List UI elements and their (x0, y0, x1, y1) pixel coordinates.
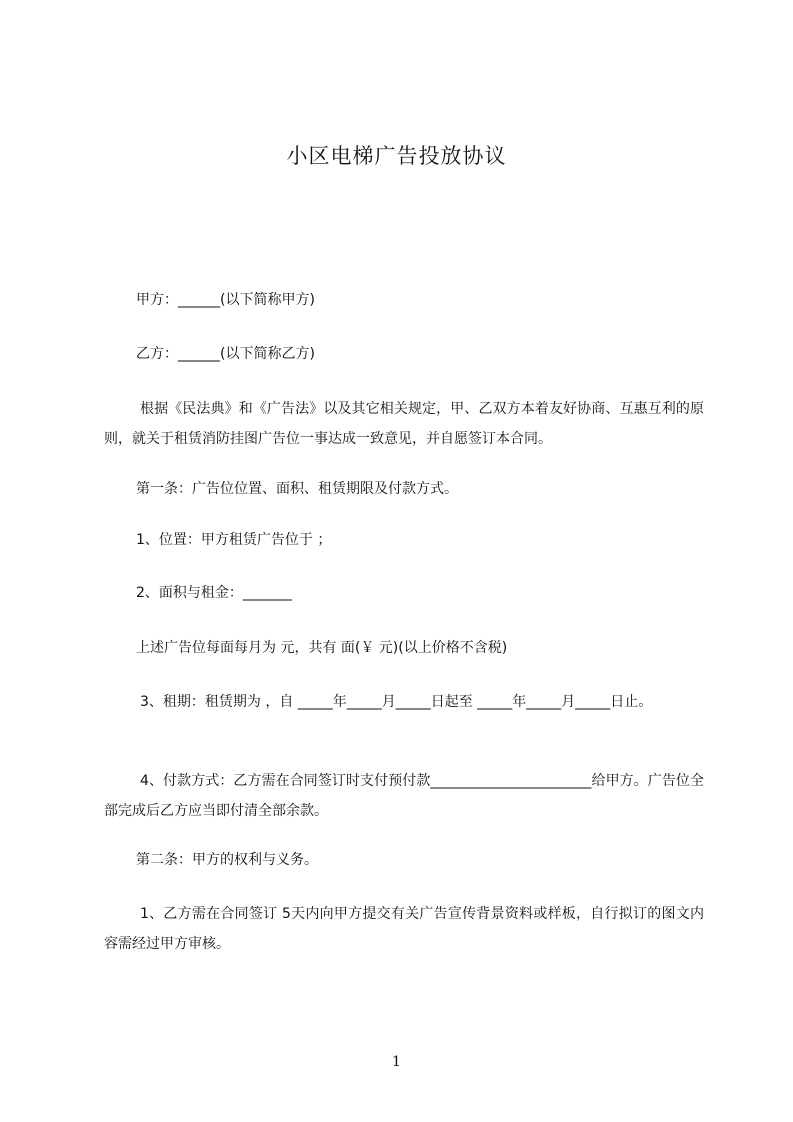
article-1-area-rent: 2、面积与租金：_______ (136, 585, 292, 601)
article-1-price-note: 上述广告位每面每月为 元，共有 面(￥ 元)(以上价格不含税) (136, 640, 508, 656)
party-a-line: 甲方：______(以下简称甲方) (136, 292, 315, 308)
article-1-heading: 第一条：广告位位置、面积、租赁期限及付款方式。 (136, 481, 458, 497)
article-2-item-1: 1、乙方需在合同签订 5天内向甲方提交有关广告宣传背景资料或样板，自行拟订的图文内容需经过甲方审核。 (104, 906, 704, 952)
article-1-location: 1、位置：甲方租赁广告位于 ； (136, 532, 332, 548)
preamble-paragraph: 根据《民法典》和《广告法》以及其它相关规定，甲、乙双方本着友好协商、互惠互利的原则，就关于租赁消防挂图广告位一事达成一致意见，并自愿签订本合同。 (104, 401, 704, 447)
article-2-heading: 第二条：甲方的权利与义务。 (136, 852, 318, 868)
party-b-line: 乙方：______(以下简称乙方) (136, 346, 315, 362)
article-1-term: 3、租期：租赁期为 ，自 _____年_____月_____日起至 _____年_____月_____日止。 (140, 694, 653, 710)
article-1-payment: 4、付款方式：乙方需在合同签订时支付预付款_______________________给甲方。广告位全部完成后乙方应当即付清全部余款。 (104, 773, 704, 819)
page-number: 1 (392, 1054, 401, 1070)
document-title: 小区电梯广告投放协议 (286, 144, 507, 168)
